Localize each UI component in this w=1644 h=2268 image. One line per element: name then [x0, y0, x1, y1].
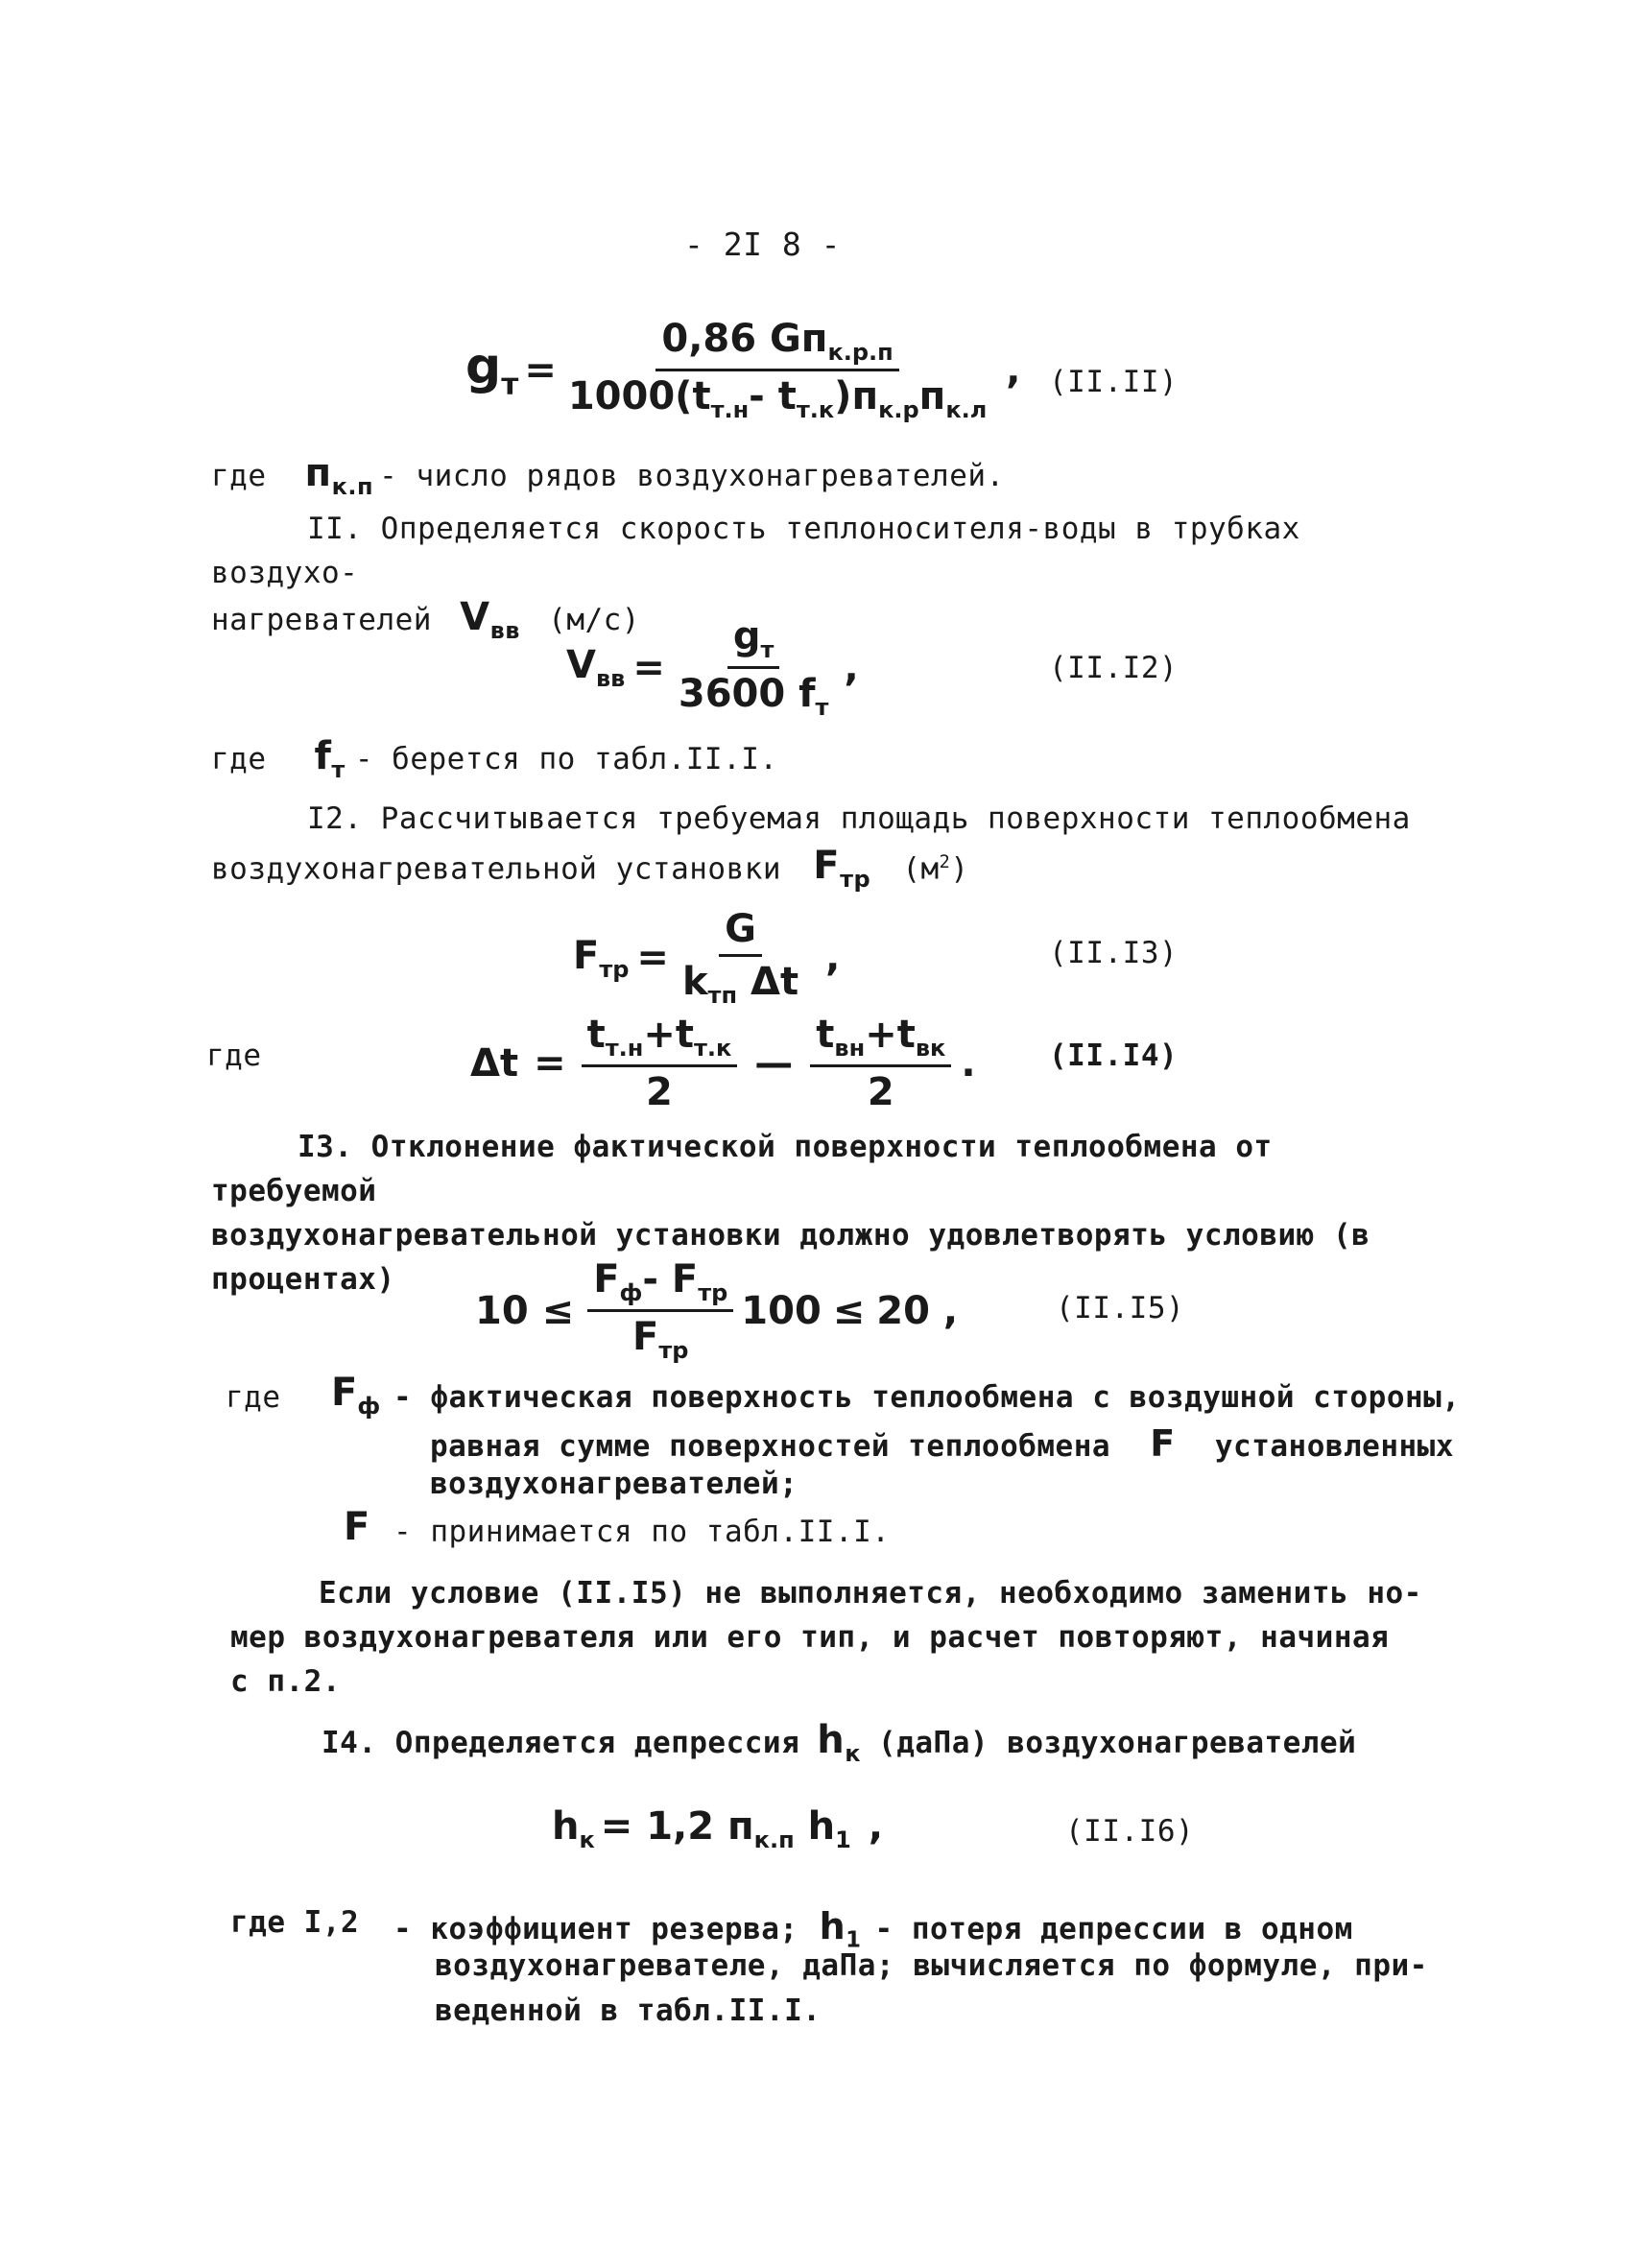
eq14-fraction-1 — [582, 1013, 738, 1114]
eq14-denominator-2: 2 — [867, 1070, 894, 1114]
eq13-numerator: G — [719, 907, 762, 957]
eq14-minus: — — [754, 1041, 794, 1086]
eq11-number: (II.II) — [1049, 365, 1179, 399]
where11-symbol: $п_{к.п}$ — [304, 451, 374, 500]
item-14: I4. Определяется депрессия $h_к$ (даПа) воздухонагревателей — [322, 1718, 1357, 1767]
eq12-equals: = — [632, 645, 665, 690]
equation-II-13 — [573, 907, 840, 1009]
where16-symbol: $h_1$ — [819, 1905, 862, 1953]
eq11-equals: = — [524, 347, 557, 393]
item14-symbol: $h_к$ — [817, 1718, 862, 1767]
where15-line1: - фактическая поверхность теплообмена с воздушной стороны, — [393, 1380, 1461, 1415]
eq15-denominator: $F_{тр}$ — [632, 1315, 689, 1364]
eq14-denominator-1: 2 — [646, 1070, 673, 1114]
eq16-lhs: $h_к$ — [552, 1804, 595, 1853]
item-12: I2. Рассчитывается требуемая площадь поверхности теплообмена воздухонагревательной установки $F_{тр}$ $(м^2)$ — [211, 797, 1449, 901]
eq16-rhs: = 1,2 $п_{к.п}$ — [600, 1804, 795, 1853]
eq12-fraction — [673, 614, 835, 721]
eq13-denominator: $k_{тп}$ Δt — [681, 960, 799, 1009]
where-16-label: где I,2 — [230, 1905, 360, 1940]
equation-II-12 — [566, 614, 859, 721]
item-13: I3. Отклонение фактической поверхности теплообмена от требуемой воздухонагревательной установки должно удовлетворять условию (в процентах) — [211, 1130, 1370, 1297]
item11-symbol: $V_{вв}$ — [460, 595, 520, 644]
eq14-fraction-2 — [810, 1013, 951, 1114]
where15-line4: - принимается по табл.II.I. — [393, 1515, 891, 1549]
item12-line2: воздухонагревательной установки $F_{тр}$ $(м^2)$ — [211, 844, 969, 894]
note-15: Если условие (II.I5) не выполняется, необходимо заменить но- мер воздухонагревателя или его тип, и расчет повторяют, начиная с п.2. — [230, 1576, 1422, 1699]
where15-line2: равная сумме поверхностей теплообмена F установленных — [430, 1422, 1455, 1465]
item12-symbol: $F_{тр}$ — [813, 844, 871, 894]
eq11-lhs: $g_т$ — [465, 338, 519, 402]
eq15-fraction — [587, 1257, 733, 1364]
eq15-le-2: ≤ — [832, 1288, 866, 1333]
eq13-fraction — [677, 907, 804, 1009]
eq16-comma: , — [868, 1804, 884, 1849]
eq12-comma: , — [844, 645, 859, 690]
eq15-number: (II.I5) — [1056, 1291, 1185, 1325]
eq15-mult: 100 — [741, 1288, 822, 1333]
where16-line2: воздухонагревателе, даПа; вычисляется по формуле, при- — [435, 1948, 1428, 1983]
eq14-where: где — [206, 1039, 262, 1073]
eq15-le-1: ≤ — [541, 1288, 575, 1333]
where15-line3: воздухонагревателей; — [430, 1467, 798, 1501]
where15-symbol2: F — [344, 1505, 370, 1549]
eq13-equals: = — [636, 936, 669, 980]
eq11-comma: , — [1006, 347, 1021, 393]
item11-line2: нагревателей $V_{вв}$ (м/с) — [211, 595, 640, 644]
eq15-numerator: $F_ф-$ $F_{тр}$ — [587, 1257, 733, 1312]
eq12-lhs: $V_{вв}$ — [566, 643, 626, 692]
eq16-number: (II.I6) — [1065, 1814, 1195, 1849]
where-12: где $f_т$ - берется по табл.II.I. — [211, 734, 778, 783]
where15-symbol: $F_ф$ — [331, 1371, 381, 1420]
eq11-numerator: 0,86 $Gп_{к.р.п}$ — [655, 317, 898, 371]
where-11: где $п_{к.п}$ - число рядов воздухонагревателей. — [211, 451, 1005, 500]
page-number: - 2I 8 - — [684, 226, 841, 263]
equation-II-16 — [552, 1804, 883, 1853]
eq15-left: 10 — [475, 1288, 529, 1333]
where16-line3: веденной в табл.II.I. — [435, 1993, 822, 2028]
eq14-numerator-1: $t_{т.н}+t_{т.к}$ — [582, 1013, 738, 1067]
eq16-h1: $h_1$ — [807, 1804, 851, 1853]
item-11: II. Определяется скорость теплоносителя-воды в трубках воздухо- нагревателей $V_{вв}$ (м/с) — [211, 507, 1449, 653]
where16-line1: - коэффициент резерва; $h_1$ - потеря депрессии в одном — [393, 1905, 1353, 1953]
eq12-number: (II.I2) — [1049, 651, 1179, 685]
eq13-number: (II.I3) — [1049, 936, 1179, 970]
equation-II-11 — [465, 317, 1021, 423]
eq14-number: (II.I4) — [1049, 1039, 1179, 1073]
equation-II-14 — [470, 1013, 976, 1114]
eq12-denominator: 3600 $f_т$ — [678, 672, 829, 721]
eq12-numerator: $g_т$ — [727, 614, 780, 669]
eq14-equals: = — [534, 1041, 566, 1086]
eq11-fraction — [562, 317, 992, 423]
where12-symbol: $f_т$ — [314, 734, 345, 783]
eq14-dot: . — [961, 1041, 976, 1086]
eq13-lhs: $F_{тр}$ — [573, 933, 630, 983]
eq14-numerator-2: $t_{вн}+t_{вк}$ — [810, 1013, 951, 1067]
eq14-lhs: Δt — [470, 1041, 519, 1086]
eq15-right: 20 , — [876, 1288, 959, 1333]
where-15-label: где — [226, 1380, 281, 1415]
equation-II-15 — [475, 1257, 958, 1364]
eq11-denominator: $1000(t_{т.н}-$ $t_{т.к})п_{к.р}п_{к.л}$ — [567, 374, 988, 423]
eq13-comma: , — [825, 936, 841, 980]
